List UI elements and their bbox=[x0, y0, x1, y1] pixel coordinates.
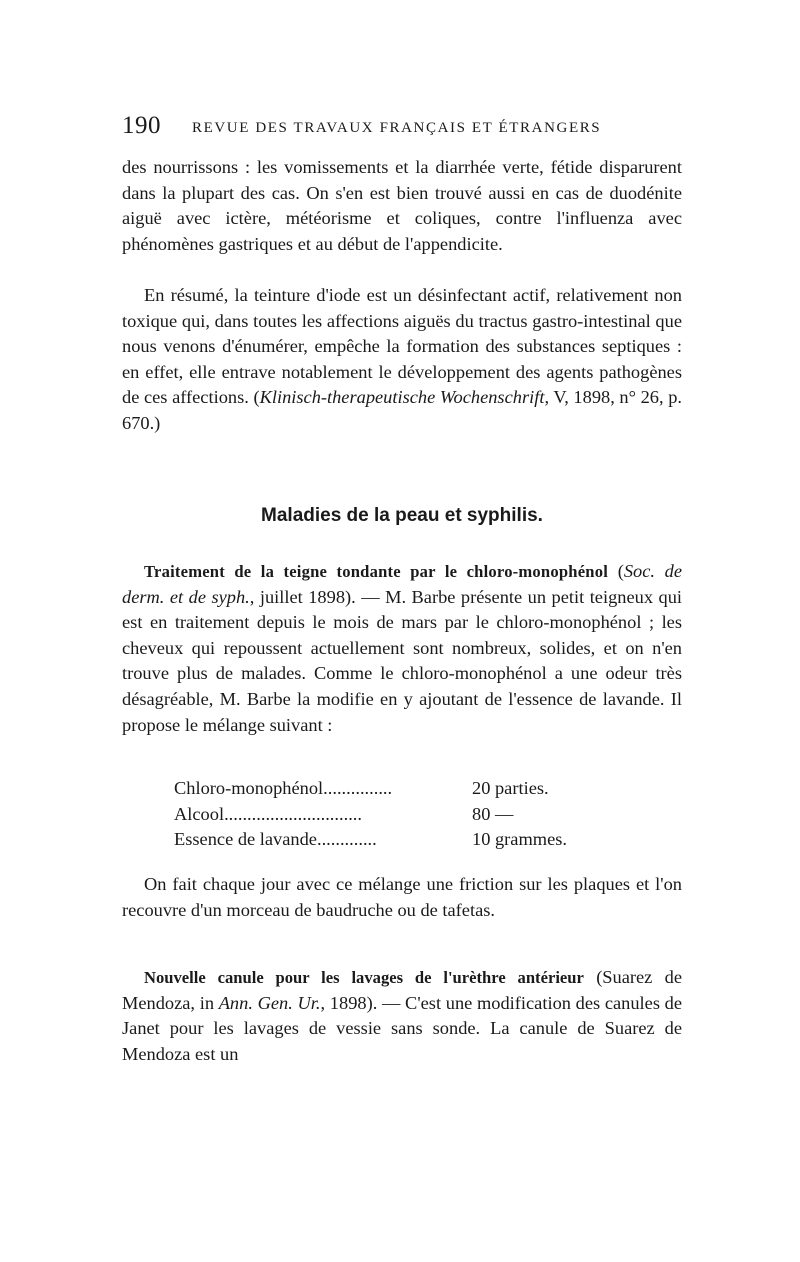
ingredient-quantity: 20 parties. bbox=[472, 778, 549, 798]
ingredient-quantity: 10 grammes. bbox=[472, 829, 567, 849]
article-teigne bbox=[122, 559, 682, 738]
article-body: , 1898). — C'est une modification des canules de Janet pour les lavages de vessie sans sonde. La canule de Suarez de Mendoza est un bbox=[122, 992, 683, 1064]
formula-row bbox=[174, 776, 634, 802]
paragraph-text: des nourrissons : les vomissements et la diarrhée verte, fétide disparurent dans la plupart des cas. On s'en est bien trouvé aussi en cas de duodénite aiguë avec ictère, météorisme et coliques, contre l'influenza avec phénomènes gastriques et au début de l'appendicite. bbox=[122, 157, 682, 254]
formula-table bbox=[174, 776, 634, 853]
page-header bbox=[122, 112, 682, 142]
ingredient-quantity: 80 — bbox=[472, 803, 514, 824]
article-ref-open: (Suarez de Mendoza, in bbox=[122, 967, 682, 1013]
instruction-paragraph bbox=[122, 872, 682, 923]
instruction-text: On fait chaque jour avec ce mélange une friction sur les plaques et l'on recouvre d'un morceau de baudruche ou de tafetas. bbox=[122, 874, 682, 920]
summary-text: En résumé, la teinture d'iode est un désinfectant actif, relativement non toxique qui, dans toutes les affections aiguës du tractus gastro-intestinal que nous venons d'énumérer, empêche la formation des substances septiques : en effet, elle entrave notablement le développement des agents pathogènes de ces affections. ( bbox=[122, 285, 682, 408]
source-journal: Klinisch-therapeutische Wochenschrift bbox=[259, 387, 545, 408]
leader-dots: ............. bbox=[316, 829, 377, 849]
article-title: Traitement de la teigne tondante par le chloro-monophénol bbox=[144, 562, 609, 581]
paragraph-continuation bbox=[122, 155, 682, 257]
page-number: 190 bbox=[122, 112, 161, 139]
article-ref-open: ( bbox=[617, 561, 624, 581]
article-ref-journal: Soc. de derm. et de syph. bbox=[122, 561, 682, 607]
ingredient-name: Essence de lavande bbox=[174, 829, 317, 849]
ingredient-name: Chloro-monophénol bbox=[174, 778, 324, 798]
article-ref-journal: Ann. Gen. Ur. bbox=[218, 992, 321, 1013]
running-title: REVUE DES TRAVAUX FRANÇAIS ET ÉTRANGERS bbox=[192, 120, 602, 136]
article-title: Nouvelle canule pour les lavages de l'urèthre antérieur bbox=[144, 968, 584, 987]
summary-paragraph bbox=[122, 283, 682, 437]
ingredient-name: Alcool bbox=[174, 803, 225, 824]
article-canule bbox=[122, 965, 682, 1067]
article-body: , juillet 1898). — M. Barbe présente un petit teigneux qui est en traitement depuis le mois de mars par le chloro-monophénol ; les cheveux qui repoussent actuellement sont nombreux, solides, et on n'en trouve plus de malades. Comme le chloro-monophénol a une odeur très désagréable, M. Barbe la modifie en y ajoutant de l'essence de lavande. Il propose le mélange suivant : bbox=[122, 586, 682, 735]
source-citation: , V, 1898, n° 26, p. 670.) bbox=[122, 387, 682, 433]
formula-row bbox=[174, 827, 634, 853]
leader-dots: ............... bbox=[323, 778, 393, 798]
formula-row bbox=[174, 802, 634, 828]
leader-dots: .............................. bbox=[224, 803, 362, 824]
section-title: Maladies de la peau et syphilis. bbox=[261, 505, 543, 526]
